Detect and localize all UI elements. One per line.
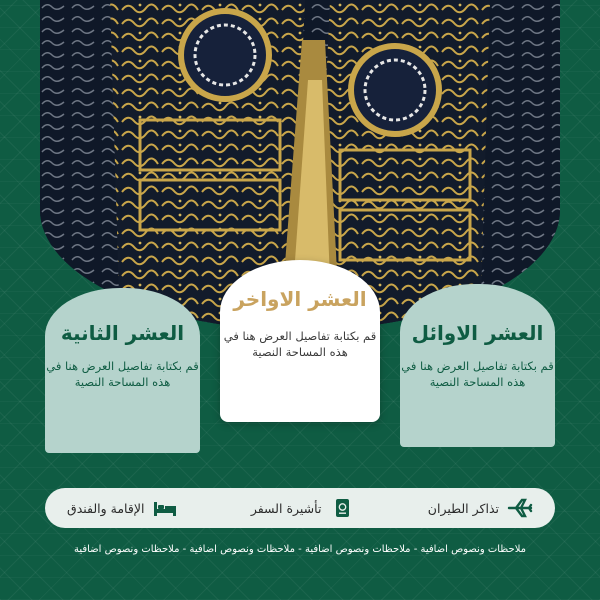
card-body: قم بكتابة تفاصيل العرض هنا في هذه المساحة النصية <box>46 359 199 389</box>
card-last-ten <box>220 260 380 422</box>
card-body: قم بكتابة تفاصيل العرض هنا في هذه المساحة النصية <box>223 329 377 359</box>
service-visa <box>251 497 356 519</box>
service-label: تذاكر الطيران <box>427 500 499 516</box>
service-label: تأشيرة السفر <box>250 500 322 516</box>
service-flights <box>428 497 533 519</box>
footer-note: ملاحظات ونصوص اضافية - ملاحظات ونصوص اضافية - ملاحظات ونصوص اضافية - ملاحظات ونصوص اضافية <box>73 544 527 555</box>
card-title: العشر الاوائل <box>411 321 544 345</box>
card-title: العشر الثانية <box>60 321 185 345</box>
service-hotel <box>67 497 178 519</box>
bed-icon <box>152 497 178 519</box>
service-label: الإقامة والفندق <box>67 500 145 516</box>
card-body: قم بكتابة تفاصيل العرض هنا في هذه المساحة النصية <box>401 359 554 389</box>
card-title: العشر الاواخر <box>233 287 367 311</box>
card-second-ten <box>45 288 200 453</box>
card-first-ten <box>400 284 555 447</box>
airplane-icon <box>507 497 533 519</box>
passport-icon <box>329 497 355 519</box>
services-bar <box>45 488 555 528</box>
